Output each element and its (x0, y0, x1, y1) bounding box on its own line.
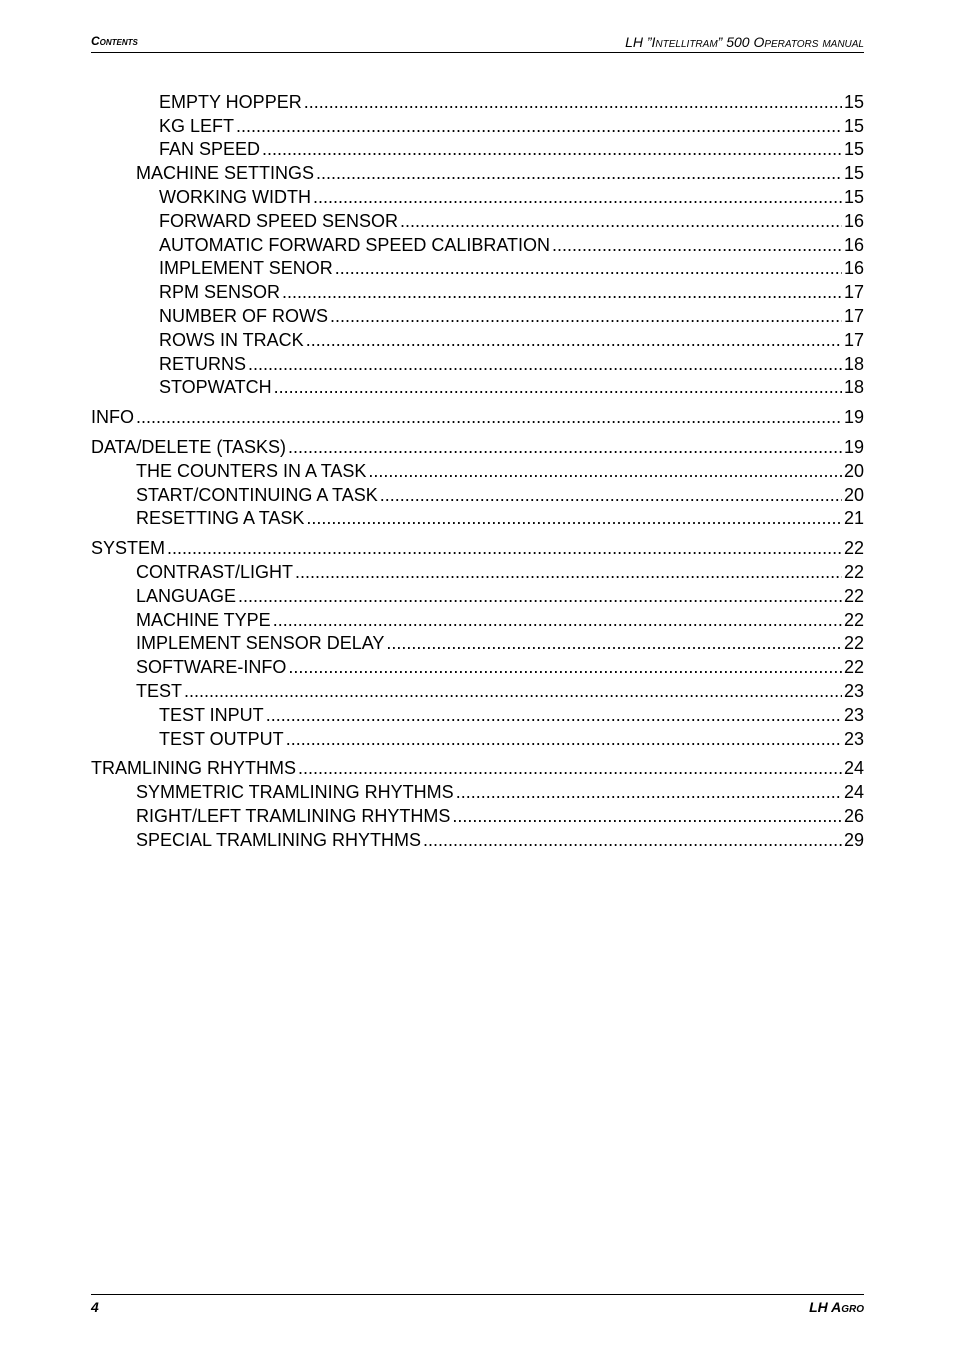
toc-entry-page: 22 (843, 657, 864, 678)
toc-entry[interactable] (91, 827, 864, 851)
toc-entry[interactable] (91, 256, 864, 280)
toc-entry-title: THE COUNTERS IN A TASK (136, 460, 367, 481)
toc-entry[interactable] (91, 89, 864, 113)
toc-dot-leader (266, 705, 842, 726)
toc-dot-leader (330, 306, 842, 327)
toc-dot-leader (452, 806, 842, 827)
toc-entry-title: NUMBER OF ROWS (159, 305, 328, 326)
toc-entry-title: SYSTEM (91, 538, 166, 559)
toc-entry[interactable] (91, 375, 864, 399)
toc-entry-title: RETURNS (159, 353, 247, 374)
toc-entry[interactable] (91, 678, 864, 702)
header-document-title: LH ”Intellitram” 500 Operators manual (625, 34, 864, 50)
toc-dot-leader (248, 354, 842, 375)
toc-entry[interactable] (91, 535, 864, 559)
page-header (91, 34, 864, 53)
toc-entry[interactable] (91, 654, 864, 678)
toc-entry-title: LANGUAGE (136, 585, 237, 606)
toc-entry-page: 29 (843, 829, 864, 850)
header-section-title: Contents (91, 34, 138, 48)
toc-entry-page: 15 (843, 139, 864, 160)
toc-entry-title: SOFTWARE-INFO (136, 657, 287, 678)
toc-entry-page: 17 (843, 329, 864, 350)
toc-entry-title: AUTOMATIC FORWARD SPEED CALIBRATION (159, 234, 551, 255)
toc-dot-leader (282, 282, 842, 303)
toc-dot-leader (295, 562, 842, 583)
toc-dot-leader (368, 461, 842, 482)
toc-dot-leader (456, 782, 842, 803)
toc-dot-leader (400, 211, 842, 232)
toc-entry-page: 24 (843, 782, 864, 803)
toc-entry-page: 23 (843, 704, 864, 725)
toc-entry-page: 16 (843, 210, 864, 231)
toc-dot-leader (423, 830, 842, 851)
toc-dot-leader (136, 407, 842, 428)
toc-entry[interactable] (91, 583, 864, 607)
toc-entry-page: 20 (843, 460, 864, 481)
toc-entry-title: FAN SPEED (159, 139, 261, 160)
toc-entry-page: 18 (843, 353, 864, 374)
toc-dot-leader (274, 377, 842, 398)
toc-entry-page: 22 (843, 633, 864, 654)
toc-entry[interactable] (91, 607, 864, 631)
toc-dot-leader (288, 437, 842, 458)
toc-entry-page: 24 (843, 758, 864, 779)
toc-entry-title: ROWS IN TRACK (159, 329, 304, 350)
toc-entry-title: IMPLEMENT SENSOR DELAY (136, 633, 385, 654)
toc-entry[interactable] (91, 351, 864, 375)
footer-page-number: 4 (91, 1299, 99, 1315)
toc-entry-title: WORKING WIDTH (159, 186, 311, 207)
toc-entry-page: 22 (843, 538, 864, 559)
toc-dot-leader (167, 538, 842, 559)
toc-entry-page: 16 (843, 234, 864, 255)
toc-entry-title: TEST INPUT (159, 704, 264, 725)
page-footer (91, 1294, 864, 1315)
toc-entry[interactable] (91, 327, 864, 351)
toc-entry-page: 18 (843, 377, 864, 398)
toc-entry-title: DATA/DELETE (TASKS) (91, 436, 287, 457)
toc-entry-page: 22 (843, 609, 864, 630)
toc-dot-leader (306, 330, 842, 351)
toc-entry-title: MACHINE SETTINGS (136, 163, 315, 184)
footer-company: LH Agro (809, 1299, 864, 1315)
toc-entry[interactable] (91, 113, 864, 137)
toc-entry[interactable] (91, 803, 864, 827)
toc-entry-title: TEST (136, 680, 183, 701)
toc-entry-title: FORWARD SPEED SENSOR (159, 210, 399, 231)
toc-entry-page: 19 (843, 407, 864, 428)
toc-entry-page: 15 (843, 186, 864, 207)
table-of-contents (91, 89, 864, 851)
toc-entry[interactable] (91, 160, 864, 184)
toc-entry-title: RESETTING A TASK (136, 508, 305, 529)
toc-dot-leader (313, 187, 842, 208)
toc-dot-leader (386, 633, 842, 654)
toc-entry-page: 17 (843, 305, 864, 326)
toc-dot-leader (184, 681, 842, 702)
toc-dot-leader (286, 729, 842, 750)
toc-entry-title: EMPTY HOPPER (159, 91, 302, 112)
toc-entry-title: SPECIAL TRAMLINING RHYTHMS (136, 829, 422, 850)
toc-entry-page: 22 (843, 585, 864, 606)
toc-dot-leader (288, 657, 842, 678)
toc-entry[interactable] (91, 137, 864, 161)
toc-dot-leader (273, 610, 842, 631)
toc-dot-leader (298, 758, 842, 779)
toc-dot-leader (380, 485, 842, 506)
toc-entry[interactable] (91, 184, 864, 208)
toc-entry-title: INFO (91, 407, 134, 428)
toc-entry-page: 15 (843, 163, 864, 184)
toc-entry-page: 20 (843, 484, 864, 505)
toc-entry-title: CONTRAST/LIGHT (136, 561, 294, 582)
toc-entry[interactable] (91, 279, 864, 303)
toc-entry[interactable] (91, 232, 864, 256)
toc-entry[interactable] (91, 726, 864, 750)
toc-entry-page: 22 (843, 561, 864, 582)
toc-entry[interactable] (91, 779, 864, 803)
toc-entry-page: 15 (843, 115, 864, 136)
toc-entry[interactable] (91, 559, 864, 583)
toc-entry[interactable] (91, 506, 864, 530)
toc-entry[interactable] (91, 434, 864, 458)
toc-entry[interactable] (91, 208, 864, 232)
toc-dot-leader (304, 92, 842, 113)
toc-entry[interactable] (91, 482, 864, 506)
toc-entry-title: IMPLEMENT SENOR (159, 258, 333, 279)
toc-entry-title: START/CONTINUING A TASK (136, 484, 378, 505)
toc-dot-leader (552, 235, 842, 256)
toc-entry-title: KG LEFT (159, 115, 235, 136)
toc-entry-page: 16 (843, 258, 864, 279)
toc-entry-title: TRAMLINING RHYTHMS (91, 758, 297, 779)
toc-entry-page: 19 (843, 436, 864, 457)
toc-entry-title: RIGHT/LEFT TRAMLINING RHYTHMS (136, 805, 451, 826)
toc-entry-title: TEST OUTPUT (159, 728, 284, 749)
toc-dot-leader (335, 258, 842, 279)
toc-dot-leader (306, 508, 842, 529)
toc-entry[interactable] (91, 404, 864, 428)
toc-entry[interactable] (91, 458, 864, 482)
toc-entry-page: 23 (843, 680, 864, 701)
toc-entry-title: MACHINE TYPE (136, 609, 271, 630)
toc-dot-leader (262, 139, 842, 160)
toc-entry-page: 23 (843, 728, 864, 749)
toc-entry[interactable] (91, 756, 864, 780)
toc-entry[interactable] (91, 631, 864, 655)
toc-dot-leader (238, 586, 842, 607)
toc-entry[interactable] (91, 303, 864, 327)
toc-entry-title: STOPWATCH (159, 377, 272, 398)
toc-dot-leader (316, 163, 842, 184)
toc-entry-title: RPM SENSOR (159, 282, 281, 303)
toc-dot-leader (236, 116, 842, 137)
toc-entry-page: 26 (843, 805, 864, 826)
toc-entry-page: 21 (843, 508, 864, 529)
toc-entry-page: 17 (843, 282, 864, 303)
toc-entry-title: SYMMETRIC TRAMLINING RHYTHMS (136, 782, 454, 803)
toc-entry-page: 15 (843, 91, 864, 112)
toc-entry[interactable] (91, 702, 864, 726)
